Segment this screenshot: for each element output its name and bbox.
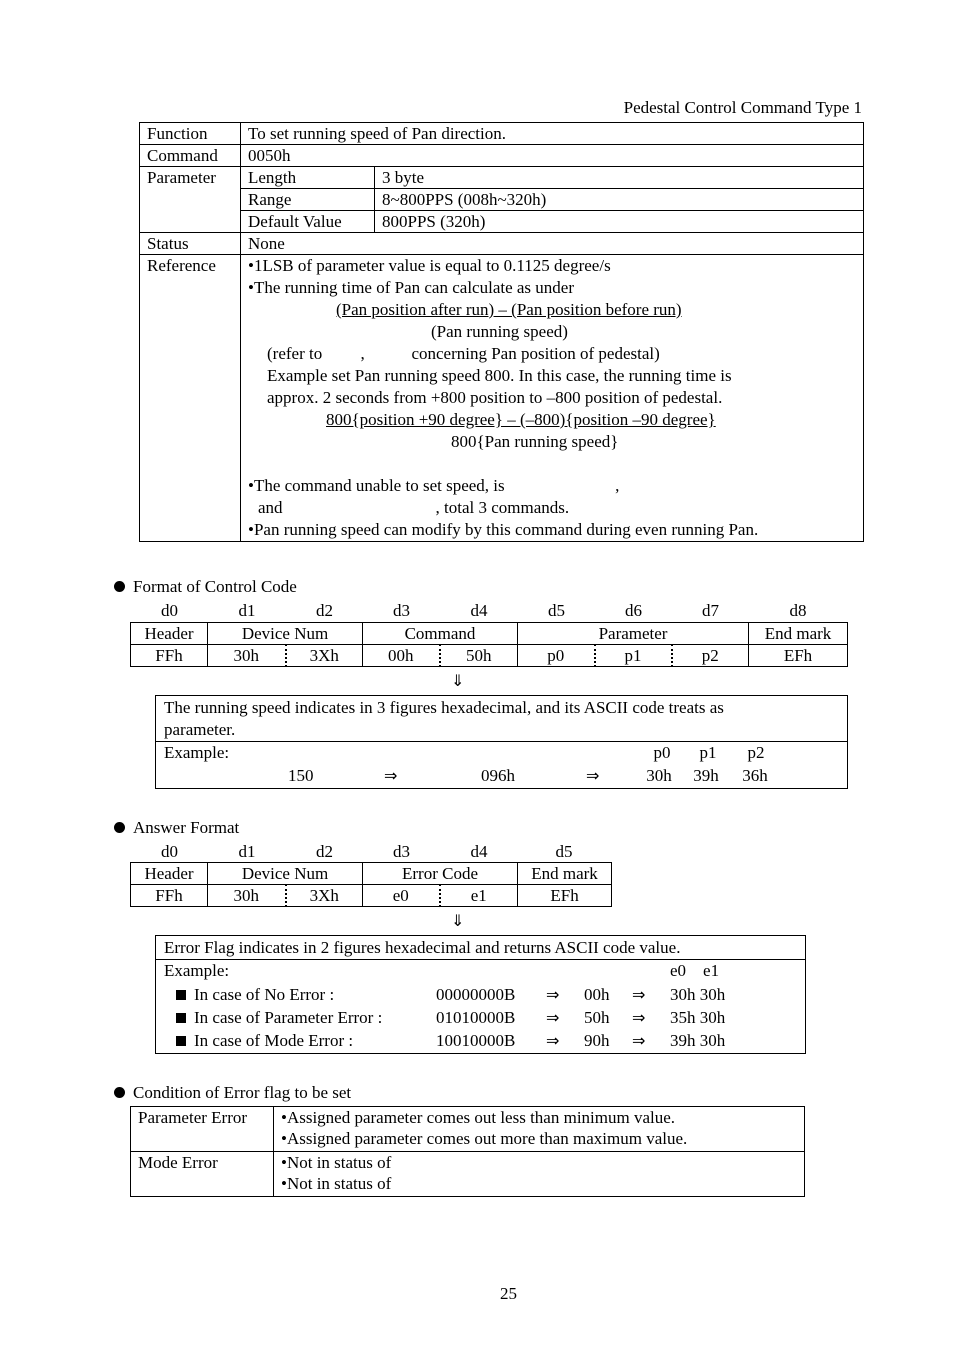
answer-code-table bbox=[130, 862, 612, 907]
command-label: Command bbox=[140, 145, 241, 167]
index-label: d4 bbox=[470, 601, 488, 620]
example-decimal: 150 bbox=[288, 766, 314, 785]
example-head: e0 e1 bbox=[670, 961, 720, 980]
code-value: 30h bbox=[208, 885, 286, 907]
group-command: Command bbox=[363, 623, 518, 645]
code-value: EFh bbox=[749, 645, 848, 667]
error-condition-heading bbox=[114, 1083, 351, 1103]
example-ascii: 36h bbox=[742, 766, 768, 785]
index-label: d4 bbox=[470, 842, 488, 861]
ref-line: Example set Pan running speed 800. In this case, the running time is bbox=[267, 366, 732, 385]
code-value: 3Xh bbox=[286, 645, 363, 667]
code-value: p1 bbox=[595, 645, 672, 667]
code-value: FFh bbox=[131, 645, 208, 667]
group-header: Header bbox=[131, 623, 208, 645]
status-value: None bbox=[241, 233, 864, 255]
formula-numerator: (Pan position after run) – (Pan position before run) bbox=[336, 300, 682, 319]
example-head: p2 bbox=[747, 743, 765, 762]
ref-line: and , total 3 commands. bbox=[258, 498, 570, 517]
condition-line: •Assigned parameter comes out less than minimum value. bbox=[281, 1108, 676, 1127]
group-device-num: Device Num bbox=[208, 863, 363, 885]
index-label: d5 bbox=[548, 601, 565, 620]
error-condition-title: Condition of Error flag to be set bbox=[133, 1083, 352, 1102]
example-ascii: 30h bbox=[646, 766, 672, 785]
index-label: d5 bbox=[555, 842, 573, 861]
code-value: 30h bbox=[208, 645, 286, 667]
index-label: d8 bbox=[789, 601, 807, 620]
ref-line: •The command unable to set speed, is , bbox=[248, 476, 620, 495]
ref-line: •1LSB of parameter value is equal to 0.1125 degree/s bbox=[248, 256, 611, 275]
index-label: d7 bbox=[702, 601, 719, 620]
case-hex: 00h bbox=[584, 985, 610, 1004]
case-row bbox=[176, 985, 334, 1005]
case-label: In case of Mode Error : bbox=[194, 1031, 354, 1050]
answer-format-heading bbox=[114, 818, 239, 838]
right-arrow-icon: ⇒ bbox=[632, 1031, 646, 1050]
code-value: e1 bbox=[440, 885, 518, 907]
group-error-code: Error Code bbox=[363, 863, 518, 885]
function-value: To set running speed of Pan direction. bbox=[241, 123, 864, 145]
group-end-mark: End mark bbox=[518, 863, 612, 885]
control-format-title: Format of Control Code bbox=[133, 577, 297, 596]
right-arrow-icon: ⇒ bbox=[546, 1008, 560, 1027]
formula-denominator: (Pan running speed) bbox=[431, 322, 568, 341]
right-arrow-icon: ⇒ bbox=[384, 766, 398, 785]
example-denominator: 800{Pan running speed} bbox=[451, 432, 619, 451]
length-label: Length bbox=[241, 167, 375, 189]
range-value: 8~800PPS (008h~320h) bbox=[375, 189, 864, 211]
case-hex: 90h bbox=[584, 1031, 610, 1050]
example-head: p0 bbox=[653, 743, 671, 762]
page-number: 25 bbox=[500, 1284, 517, 1303]
right-arrow-icon: ⇒ bbox=[546, 985, 560, 1004]
command-spec-table bbox=[139, 122, 864, 542]
command-value: 0050h bbox=[241, 145, 864, 167]
parameter-error-desc bbox=[274, 1107, 805, 1152]
code-value: 3Xh bbox=[286, 885, 363, 907]
code-value: EFh bbox=[518, 885, 612, 907]
mode-error-desc bbox=[274, 1152, 805, 1197]
status-label: Status bbox=[140, 233, 241, 255]
index-label: d2 bbox=[316, 601, 333, 620]
example-numerator: 800{position +90 degree} – (–800){position –90 degree} bbox=[326, 410, 716, 429]
case-hex: 50h bbox=[584, 1008, 610, 1027]
ref-line: (refer to , concerning Pan position of pedestal) bbox=[267, 344, 660, 363]
case-row bbox=[176, 1008, 382, 1028]
group-end-mark: End mark bbox=[749, 623, 848, 645]
mode-error-label: Mode Error bbox=[131, 1152, 274, 1197]
case-binary: 00000000B bbox=[436, 985, 516, 1004]
length-value: 3 byte bbox=[375, 167, 864, 189]
group-device-num: Device Num bbox=[208, 623, 363, 645]
code-value: FFh bbox=[131, 885, 208, 907]
index-label: d0 bbox=[161, 842, 178, 861]
answer-format-title: Answer Format bbox=[133, 818, 240, 837]
case-ascii: 39h 30h bbox=[670, 1031, 726, 1050]
condition-line: •Assigned parameter comes out more than maximum value. bbox=[281, 1129, 688, 1148]
example-label: Example: bbox=[164, 961, 230, 980]
right-arrow-icon: ⇒ bbox=[632, 1008, 646, 1027]
ref-line: •Pan running speed can modify by this command during even running Pan. bbox=[248, 520, 759, 539]
range-label: Range bbox=[241, 189, 375, 211]
parameter-label: Parameter bbox=[140, 167, 241, 233]
default-value: 800PPS (320h) bbox=[375, 211, 864, 233]
code-value: p0 bbox=[518, 645, 595, 667]
condition-line: •Not in status of bbox=[281, 1153, 392, 1172]
index-label: d3 bbox=[393, 842, 410, 861]
case-binary: 10010000B bbox=[436, 1031, 516, 1050]
ref-line: •The running time of Pan can calculate as under bbox=[248, 278, 574, 297]
index-label: d1 bbox=[238, 842, 256, 861]
group-parameter: Parameter bbox=[518, 623, 749, 645]
bullet-icon bbox=[114, 581, 125, 592]
error-condition-table bbox=[130, 1106, 805, 1197]
code-value: e0 bbox=[363, 885, 440, 907]
case-row bbox=[176, 1031, 353, 1051]
page-header-title: Pedestal Control Command Type 1 bbox=[623, 98, 862, 117]
reference-label: Reference bbox=[140, 255, 241, 542]
case-ascii: 30h 30h bbox=[670, 985, 726, 1004]
example-hex: 096h bbox=[481, 766, 515, 785]
code-value: 50h bbox=[440, 645, 518, 667]
square-bullet-icon bbox=[176, 990, 186, 1000]
down-arrow-icon: ⇓ bbox=[451, 911, 465, 930]
case-label: In case of No Error : bbox=[194, 985, 335, 1004]
right-arrow-icon: ⇒ bbox=[632, 985, 646, 1004]
case-binary: 01010000B bbox=[436, 1008, 516, 1027]
group-header: Header bbox=[131, 863, 208, 885]
right-arrow-icon: ⇒ bbox=[586, 766, 600, 785]
code-value: p2 bbox=[672, 645, 749, 667]
ref-line: approx. 2 seconds from +800 position to –800 position of pedestal. bbox=[267, 388, 723, 407]
example-ascii: 39h bbox=[693, 766, 719, 785]
index-label: d3 bbox=[393, 601, 410, 620]
reference-content bbox=[241, 255, 864, 542]
index-label: d6 bbox=[625, 601, 642, 620]
default-label: Default Value bbox=[241, 211, 375, 233]
square-bullet-icon bbox=[176, 1036, 186, 1046]
control-code-table bbox=[130, 622, 848, 667]
answer-note-text: Error Flag indicates in 2 figures hexadecimal and returns ASCII code value. bbox=[164, 938, 681, 957]
square-bullet-icon bbox=[176, 1013, 186, 1023]
parameter-error-label: Parameter Error bbox=[131, 1107, 274, 1152]
control-format-heading bbox=[114, 577, 297, 597]
case-label: In case of Parameter Error : bbox=[194, 1008, 383, 1027]
index-label: d1 bbox=[238, 601, 256, 620]
right-arrow-icon: ⇒ bbox=[546, 1031, 560, 1050]
bullet-icon bbox=[114, 1087, 125, 1098]
code-value: 00h bbox=[363, 645, 440, 667]
case-ascii: 35h 30h bbox=[670, 1008, 726, 1027]
function-label: Function bbox=[140, 123, 241, 145]
down-arrow-icon: ⇓ bbox=[451, 671, 465, 690]
bullet-icon bbox=[114, 822, 125, 833]
control-note-box bbox=[155, 695, 848, 789]
index-label: d2 bbox=[316, 842, 333, 861]
example-label: Example: bbox=[164, 743, 230, 762]
answer-note-box bbox=[155, 935, 806, 1054]
index-label: d0 bbox=[161, 601, 178, 620]
control-note-text: parameter. bbox=[164, 720, 236, 739]
control-note-text: The running speed indicates in 3 figures hexadecimal, and its ASCII code treats as bbox=[164, 698, 724, 717]
condition-line: •Not in status of bbox=[281, 1174, 392, 1193]
example-head: p1 bbox=[699, 743, 717, 762]
